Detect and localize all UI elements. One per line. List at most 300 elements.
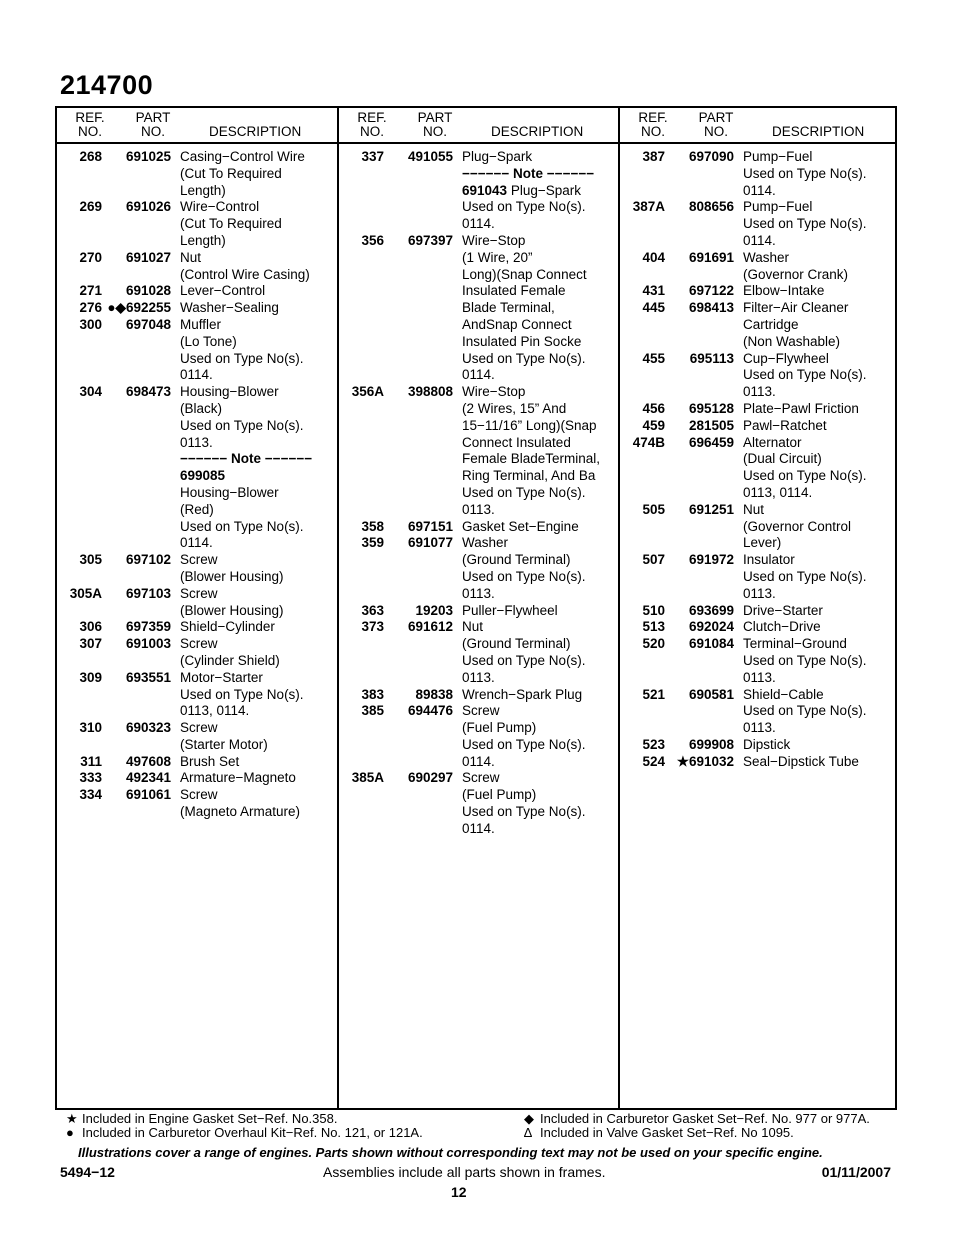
ref-number: 507 (642, 552, 665, 568)
note-line (57, 502, 337, 519)
ref-header-line: REF. (75, 110, 105, 125)
parts-table (55, 106, 897, 1110)
part-number: 697151 (407, 518, 453, 534)
part-description: Pawl−Ratchet (743, 417, 827, 433)
part-number: 691025 (125, 149, 171, 164)
part-entry (620, 435, 897, 502)
note-detail: (Red) (180, 501, 214, 517)
entry-line (339, 569, 618, 586)
part-description: Drive−Starter (743, 602, 823, 618)
entry-line (620, 199, 897, 216)
entry-line (339, 367, 618, 384)
entry-line (339, 267, 618, 284)
entry-line (339, 770, 618, 787)
part-entry (57, 149, 337, 199)
part-number: 19203 (415, 602, 453, 618)
ref-header-line: REF. (638, 110, 668, 125)
parts-column-3 (618, 108, 897, 1108)
description-detail: Used on Type No(s). (180, 350, 304, 366)
part-number: 691003 (125, 636, 171, 652)
ref-number: 356A (351, 384, 384, 400)
part-entry (57, 283, 337, 300)
description-detail: 0113. (743, 585, 776, 601)
ref-number: 333 (79, 770, 102, 786)
entry-line (57, 653, 337, 670)
entry-line (620, 334, 897, 351)
entry-line (339, 351, 618, 368)
ref-number: 268 (79, 149, 102, 164)
entry-line (620, 687, 897, 704)
ref-number: 456 (642, 400, 665, 416)
part-entry (57, 636, 337, 670)
note-line (57, 535, 337, 552)
entry-line (339, 703, 618, 720)
entry-line (339, 754, 618, 771)
disclaimer: Illustrations cover a range of engines. Parts shown without corresponding text may not be used on your specific engine. (78, 1145, 823, 1160)
description-detail: (Blower Housing) (180, 568, 284, 584)
description-detail: (Governor Crank) (743, 266, 849, 282)
column-body (57, 144, 337, 821)
entry-line (620, 367, 897, 384)
footnote-carburetor-kit: ● Included in Carburetor Overhaul Kit−Ref. No. 121, or 121A. (66, 1125, 423, 1140)
description-detail: Length) (180, 232, 226, 248)
part-number: 691077 (407, 535, 453, 551)
description-detail: Length) (180, 182, 226, 198)
description-detail: Connect Insulated (462, 434, 571, 450)
ref-number: 309 (79, 669, 102, 685)
entry-line (57, 384, 337, 401)
entry-line (620, 401, 897, 418)
note-label: −−−−−− Note −−−−−− (462, 165, 595, 181)
entry-line (57, 283, 337, 300)
part-number: 698413 (688, 300, 734, 316)
description-header: DESCRIPTION (491, 124, 584, 139)
description-detail: Blade Terminal, (462, 300, 555, 316)
description-detail: 15−11/16” Long)(Snap (462, 417, 597, 433)
part-number: 691251 (688, 501, 734, 517)
part-entry (57, 720, 337, 754)
description-detail: (Non Washable) (743, 333, 841, 349)
part-description: Armature−Magneto (180, 770, 296, 786)
part-description: Seal−Dipstick Tube (743, 753, 859, 769)
part-entry (57, 317, 337, 384)
note-detail: Used on Type No(s). (462, 199, 586, 215)
part-number: 698473 (125, 384, 171, 400)
part-description: Screw (180, 585, 218, 601)
part-no-header (405, 111, 465, 139)
part-entry (57, 300, 337, 317)
part-number: ★691032 (676, 753, 734, 769)
note-part-number: 691043 (462, 182, 508, 198)
entry-line (57, 670, 337, 687)
description-detail: 0114. (462, 753, 495, 769)
part-entry (57, 199, 337, 249)
ref-number: 404 (642, 249, 665, 265)
entry-line (57, 636, 337, 653)
part-description: Nut (743, 501, 765, 517)
description-detail: 0113, 0114. (180, 703, 250, 719)
description-detail: (Ground Terminal) (462, 552, 571, 568)
part-number: 691691 (688, 249, 734, 265)
part-number: 691612 (407, 619, 453, 635)
part-entry (620, 502, 897, 552)
entry-line (339, 603, 618, 620)
column-header (57, 108, 337, 144)
ref-number: 307 (79, 636, 102, 652)
note-detail: Used on Type No(s). (180, 518, 304, 534)
entry-line (57, 199, 337, 216)
ref-no-header (342, 111, 402, 139)
part-description: Clutch−Drive (743, 619, 821, 635)
part-entry (620, 754, 897, 771)
note-row (339, 166, 618, 183)
part-entry (339, 770, 618, 837)
part-description: Washer (743, 249, 790, 265)
entry-line (620, 250, 897, 267)
part-description: Gasket Set−Engine (462, 518, 579, 534)
part-entry (339, 519, 618, 536)
description-detail: Ring Terminal, And Ba (462, 468, 596, 484)
ref-number: 387 (642, 149, 665, 164)
page-title: 214700 (60, 70, 154, 100)
ref-number: 356 (361, 232, 384, 248)
entry-line (620, 317, 897, 334)
entry-line (57, 770, 337, 787)
description-detail: (Black) (180, 400, 223, 416)
description-detail: 0113. (462, 669, 495, 685)
part-entry (57, 250, 337, 284)
entry-line (620, 737, 897, 754)
ref-header-line: REF. (357, 110, 387, 125)
note-line (57, 519, 337, 536)
part-entry (620, 300, 897, 350)
part-description: Nut (180, 249, 202, 265)
part-number: 691084 (688, 636, 734, 652)
part-description: Alternator (743, 434, 802, 450)
description-detail: Used on Type No(s). (743, 216, 867, 232)
entry-line (339, 502, 618, 519)
description-detail: 0113. (743, 720, 776, 736)
ref-number: 523 (642, 736, 665, 752)
entry-line (339, 300, 618, 317)
note-detail: 0114. (462, 216, 495, 232)
entry-line (57, 401, 337, 418)
part-number: 281505 (688, 417, 734, 433)
ref-number: 270 (79, 249, 102, 265)
entry-line (620, 216, 897, 233)
part-number: 697122 (688, 283, 734, 299)
assemblies-note: Assemblies include all parts shown in frames. (323, 1164, 606, 1180)
entry-line (57, 737, 337, 754)
entry-line (339, 737, 618, 754)
description-detail: (Blower Housing) (180, 602, 284, 618)
entry-line (339, 283, 618, 300)
ref-number: 311 (80, 753, 102, 769)
description-detail: Long)(Snap Connect (462, 266, 587, 282)
description-detail: Lever) (743, 535, 782, 551)
entry-line (620, 619, 897, 636)
part-number: 690323 (125, 720, 171, 736)
description-header: DESCRIPTION (209, 124, 302, 139)
description-detail: Used on Type No(s). (462, 804, 586, 820)
column-body (620, 144, 897, 770)
entry-line (620, 149, 897, 166)
note-part-number: 699085 (180, 468, 226, 484)
part-header-line: NO. (422, 124, 447, 139)
description-detail: Used on Type No(s). (743, 652, 867, 668)
ref-number: 358 (361, 518, 384, 534)
entry-line (57, 351, 337, 368)
part-description: Wire−Control (180, 199, 260, 215)
entry-line (57, 183, 337, 200)
ref-number: 359 (361, 535, 384, 551)
entry-line (620, 603, 897, 620)
part-description: Plug−Spark (462, 149, 533, 164)
entry-line (339, 451, 618, 468)
description-detail: AndSnap Connect (462, 316, 572, 332)
entry-line (620, 586, 897, 603)
description-detail: 0114. (462, 820, 495, 836)
description-detail: 0113. (462, 585, 495, 601)
part-description: Muffler (180, 316, 222, 332)
description-detail: (Cylinder Shield) (180, 652, 280, 668)
ref-number: 445 (642, 300, 665, 316)
part-description: Pump−Fuel (743, 199, 813, 215)
part-description: Pump−Fuel (743, 149, 813, 164)
description-detail: Cartridge (743, 316, 799, 332)
part-entry (620, 199, 897, 249)
ref-no-header (60, 111, 120, 139)
description-detail: 0113. (743, 669, 776, 685)
entry-line (57, 754, 337, 771)
part-number: 808656 (688, 199, 734, 215)
description-detail: (Fuel Pump) (462, 720, 537, 736)
part-no-header (123, 111, 183, 139)
description-detail: Used on Type No(s). (462, 736, 586, 752)
entry-line (57, 367, 337, 384)
entry-line (620, 754, 897, 771)
ref-number: 383 (361, 686, 384, 702)
part-entry (620, 687, 897, 737)
ref-number: 459 (642, 417, 665, 433)
ref-number: 385A (351, 770, 384, 786)
ref-header-line: NO. (77, 124, 102, 139)
entry-line (620, 485, 897, 502)
description-detail: Used on Type No(s). (743, 165, 867, 181)
description-detail: (Dual Circuit) (743, 451, 822, 467)
part-number: 398808 (407, 384, 453, 400)
description-detail: (Governor Control (743, 518, 852, 534)
part-description: Wire−Stop (462, 384, 526, 400)
part-number: 695128 (688, 400, 734, 416)
entry-line (620, 300, 897, 317)
part-description: Wrench−Spark Plug (462, 686, 583, 702)
column-header (620, 108, 897, 144)
description-detail: Used on Type No(s). (743, 468, 867, 484)
part-description: Terminal−Ground (743, 636, 847, 652)
ref-number: 513 (642, 619, 665, 635)
footnote-valve-gasket: ∆ Included in Valve Gasket Set−Ref. No 1095. (524, 1125, 794, 1140)
part-description: Plate−Pawl Friction (743, 400, 859, 416)
description-detail: 0114. (180, 367, 213, 383)
part-description: Filter−Air Cleaner (743, 300, 849, 316)
part-number: 697090 (688, 149, 734, 164)
ref-number: 304 (79, 384, 102, 400)
entry-line (57, 619, 337, 636)
ref-number: 305 (79, 552, 102, 568)
ref-number: 520 (642, 636, 665, 652)
part-number: 697397 (407, 232, 453, 248)
part-entry (620, 603, 897, 620)
description-detail: Used on Type No(s). (180, 417, 304, 433)
description-detail: Used on Type No(s). (462, 484, 586, 500)
part-header-line: PART (698, 110, 734, 125)
part-description: Wire−Stop (462, 232, 526, 248)
entry-line (339, 552, 618, 569)
part-description: Washer (462, 535, 509, 551)
description-detail: Insulated Pin Socke (462, 333, 582, 349)
description-detail: (Cut To Required (180, 165, 282, 181)
footnote-carburetor-gasket: ◆ Included in Carburetor Gasket Set−Ref. No. 977 or 977A. (524, 1111, 870, 1126)
ref-header-line: NO. (359, 124, 384, 139)
description-detail: Used on Type No(s). (743, 568, 867, 584)
description-detail: Used on Type No(s). (743, 367, 867, 383)
part-number: 691972 (688, 552, 734, 568)
entry-line (339, 787, 618, 804)
note-part-description: Plug−Spark (510, 182, 581, 198)
part-entry (339, 603, 618, 620)
part-description: Screw (180, 720, 218, 736)
entry-line (339, 468, 618, 485)
column-body (339, 144, 618, 838)
description-detail: Used on Type No(s). (462, 568, 586, 584)
ref-number: 363 (361, 602, 384, 618)
part-number: 692024 (688, 619, 734, 635)
entry-line (339, 636, 618, 653)
entry-line (620, 653, 897, 670)
description-detail: 0114. (462, 367, 495, 383)
doc-number: 5494−12 (60, 1164, 115, 1180)
entry-line (339, 535, 618, 552)
ref-number: 510 (642, 602, 665, 618)
revision-date: 01/11/2007 (821, 1164, 891, 1180)
entry-line (620, 351, 897, 368)
entry-line (339, 485, 618, 502)
part-entry (339, 233, 618, 384)
ref-number: 310 (79, 720, 102, 736)
part-entry (57, 384, 337, 552)
part-entry (57, 770, 337, 787)
ref-number: 337 (361, 149, 384, 164)
description-detail: Used on Type No(s). (462, 350, 586, 366)
entry-line (57, 216, 337, 233)
description-detail: (Magneto Armature) (180, 804, 301, 820)
entry-line (620, 703, 897, 720)
entry-line (339, 250, 618, 267)
entry-line (57, 418, 337, 435)
description-detail: (Starter Motor) (180, 736, 268, 752)
footnote-gasket-set: ★ Included in Engine Gasket Set−Ref. No.358. (66, 1111, 338, 1126)
ref-number: 505 (642, 501, 665, 517)
part-entry (620, 552, 897, 602)
entry-line (620, 636, 897, 653)
note-label: −−−−−− Note −−−−−− (180, 451, 313, 467)
part-entry (620, 636, 897, 686)
ref-number: 524 (642, 753, 665, 769)
part-number: 691027 (125, 249, 171, 265)
ref-header-line: NO. (640, 124, 665, 139)
ref-number: 269 (79, 199, 102, 215)
part-description: Screw (180, 787, 218, 803)
part-number: 695113 (689, 350, 734, 366)
entry-line (57, 166, 337, 183)
part-entry (620, 418, 897, 435)
description-detail: 0113. (180, 434, 213, 450)
part-entry (620, 401, 897, 418)
entry-line (339, 384, 618, 401)
entry-line (57, 267, 337, 284)
part-number: 492341 (125, 770, 171, 786)
description-detail: Used on Type No(s). (743, 703, 867, 719)
note-part-row (339, 183, 618, 200)
part-entry (57, 586, 337, 620)
part-entry (620, 250, 897, 284)
note-part (462, 183, 581, 200)
part-no-header (686, 111, 746, 139)
description-detail: 0114. (743, 232, 776, 248)
part-entry (339, 384, 618, 518)
part-description: Insulator (743, 552, 795, 568)
page-number: 12 (451, 1184, 467, 1200)
entry-line (620, 418, 897, 435)
part-header-line: NO. (703, 124, 728, 139)
part-entry (57, 754, 337, 771)
entry-line (339, 804, 618, 821)
ref-number: 305A (69, 585, 102, 601)
dot-icon: ● (66, 1125, 74, 1140)
description-detail: (Fuel Pump) (462, 787, 537, 803)
entry-line (339, 821, 618, 838)
entry-line (620, 569, 897, 586)
note-line (339, 216, 618, 233)
note-line (339, 199, 618, 216)
entry-line (339, 334, 618, 351)
ref-number: 373 (361, 619, 384, 635)
entry-line (57, 149, 337, 166)
ref-number: 271 (79, 283, 102, 299)
part-description: Screw (180, 636, 218, 652)
entry-line (339, 317, 618, 334)
description-detail: (Ground Terminal) (462, 636, 571, 652)
entry-line (620, 502, 897, 519)
entry-line (620, 552, 897, 569)
entry-line (57, 804, 337, 821)
entry-line (57, 334, 337, 351)
part-entry (339, 149, 618, 233)
part-description: Puller−Flywheel (462, 602, 558, 618)
part-description: Motor−Starter (180, 669, 263, 685)
ref-number: 334 (79, 787, 102, 803)
entry-line (620, 535, 897, 552)
entry-line (57, 552, 337, 569)
ref-number: 385 (361, 703, 384, 719)
entry-line (620, 267, 897, 284)
entry-line (339, 233, 618, 250)
entry-line (57, 586, 337, 603)
entry-line (57, 317, 337, 334)
parts-column-2 (337, 108, 618, 1108)
part-number: 690297 (407, 770, 453, 786)
